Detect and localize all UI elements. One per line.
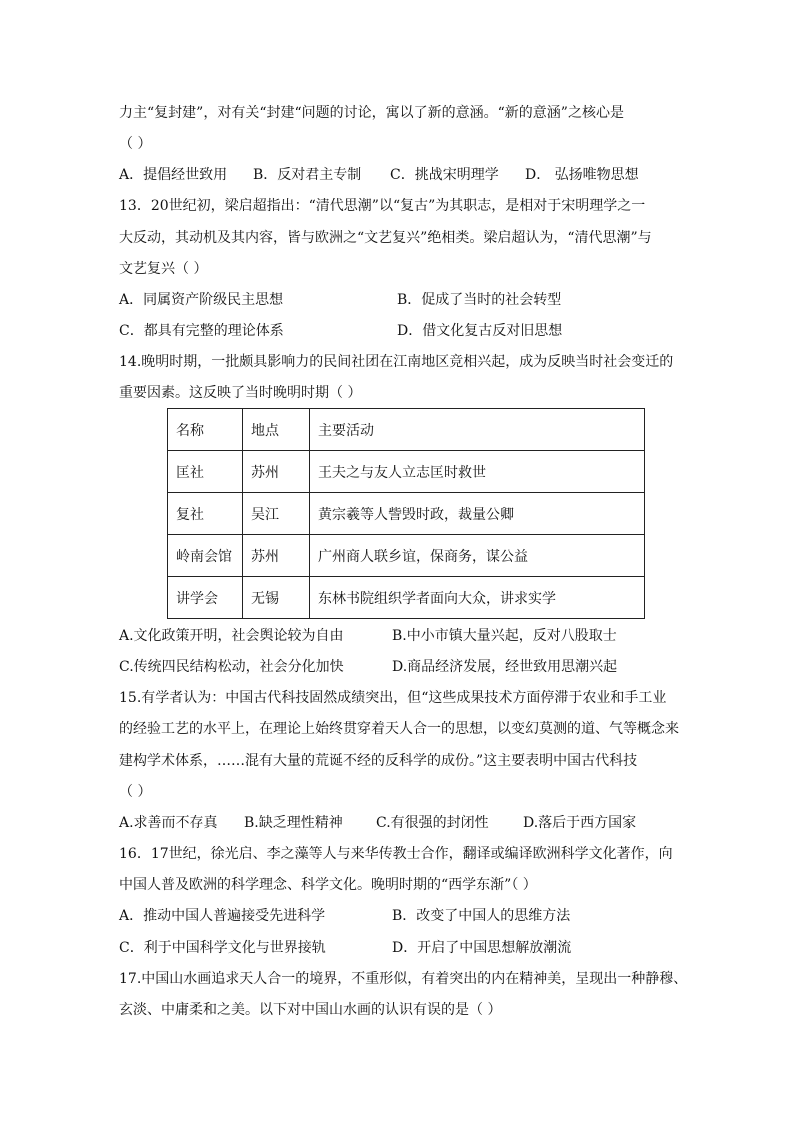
q13-stem-line-2: 大反动，其动机及其内容，皆与欧洲之“文艺复兴”绝相类。梁启超认为，“清代思潮”与 xyxy=(119,230,652,246)
q12-option-d[interactable]: D． 弘扬唯物思想 xyxy=(525,167,639,183)
table-cell: 讲学会 xyxy=(168,577,243,619)
table-cell: 苏州 xyxy=(243,451,310,493)
q15-stem-line-3: 建构学术体系，……混有大量的荒诞不经的反科学的成份。”这主要表明中国古代科技 xyxy=(119,753,638,769)
q16-option-d[interactable]: D．开启了中国思想解放潮流 xyxy=(392,940,572,956)
q14-option-a[interactable]: A.文化政策开明，社会舆论较为自由 xyxy=(119,628,344,644)
q14-options-row-1 xyxy=(119,626,679,646)
q12-options xyxy=(119,165,679,185)
q13-stem-line-1: 13．20世纪初，梁启超指出：“清代思潮”以“复古”为其职志，是相对于宋明理学之一 xyxy=(119,198,646,214)
q12-option-a[interactable]: A．提倡经世致用 xyxy=(119,167,228,183)
q13-option-c[interactable]: C．都具有完整的理论体系 xyxy=(119,323,284,339)
q13-option-a[interactable]: A．同属资产阶级民主思想 xyxy=(119,292,284,308)
table-cell: 东林书院组织学者面向大众，讲求实学 xyxy=(310,577,645,619)
table-row xyxy=(168,493,645,535)
q16-option-a[interactable]: A．推动中国人普遍接受先进科学 xyxy=(119,908,326,924)
q16-option-b[interactable]: B．改变了中国人的思维方法 xyxy=(392,908,571,924)
table-row xyxy=(168,535,645,577)
q14-options-row-2 xyxy=(119,657,679,677)
table-header-cell: 地点 xyxy=(243,409,310,451)
q16-options-row-1 xyxy=(119,906,679,926)
q16-options-row-2 xyxy=(119,938,679,958)
table-header-cell: 名称 xyxy=(168,409,243,451)
table-cell: 黄宗羲等人訾毁时政，裁量公卿 xyxy=(310,493,645,535)
q15-option-b[interactable]: B.缺乏理性精神 xyxy=(244,815,343,831)
q17-stem-line-2: 玄淡、中庸柔和之美。以下对中国山水画的认识有误的是（ ） xyxy=(119,1002,502,1018)
table-cell: 王夫之与友人立志匡时救世 xyxy=(310,451,645,493)
q15-answer-paren: （ ） xyxy=(119,784,152,800)
table-cell: 广州商人联乡谊，保商务，谋公益 xyxy=(310,535,645,577)
q12-option-b[interactable]: B．反对君主专制 xyxy=(253,167,362,183)
q15-option-c[interactable]: C.有很强的封闭性 xyxy=(376,815,489,831)
q12-option-c[interactable]: C．挑战宋明理学 xyxy=(390,167,499,183)
q16-option-c[interactable]: C．利于中国科学文化与世界接轨 xyxy=(119,940,326,956)
q13-stem-line-3: 文艺复兴（ ） xyxy=(119,261,208,277)
q15-stem-line-2: 的经验工艺的水平上，在理论上始终贯穿着天人合一的思想，以变幻莫测的道、气等概念来 xyxy=(119,721,679,737)
q13-options-row-2 xyxy=(119,321,679,341)
q14-option-d[interactable]: D.商品经济发展，经世致用思潮兴起 xyxy=(392,659,618,675)
q14-option-b[interactable]: B.中小市镇大量兴起，反对八股取士 xyxy=(392,628,617,644)
table-cell: 无锡 xyxy=(243,577,310,619)
q16-stem-line-1: 16．17世纪，徐光启、李之藻等人与来华传教士合作，翻译或编译欧洲科学文化著作，向 xyxy=(119,846,673,862)
q12-stem-line-1: 力主“复封建”，对有关“封建“问题的讨论，寓以了新的意涵。“新的意涵”之核心是 xyxy=(119,105,624,121)
table-row xyxy=(168,451,645,493)
q15-option-a[interactable]: A.求善而不存真 xyxy=(119,815,218,831)
q13-option-b[interactable]: B．促成了当时的社会转型 xyxy=(397,292,562,308)
q16-stem-line-2: 中国人普及欧洲的科学理念、科学文化。晚明时期的“西学东渐”（ ） xyxy=(119,877,537,893)
table-cell: 匡社 xyxy=(168,451,243,493)
q13-options-row-1 xyxy=(119,290,679,310)
table-header-cell: 主要活动 xyxy=(310,409,645,451)
q14-option-c[interactable]: C.传统四民结构松动，社会分化加快 xyxy=(119,659,344,675)
table-header-row xyxy=(168,409,645,451)
q17-stem-line-1: 17.中国山水画追求天人合一的境界，不重形似，有着突出的内在精神美，呈现出一种静穆、 xyxy=(119,971,688,987)
q14-societies-table xyxy=(167,408,645,619)
table-cell: 复社 xyxy=(168,493,243,535)
q15-stem-line-1: 15.有学者认为：中国古代科技固然成绩突出，但“这些成果技术方面停滞于农业和手工业 xyxy=(119,690,667,706)
q12-answer-paren: （ ） xyxy=(119,136,152,152)
table-cell: 岭南会馆 xyxy=(168,535,243,577)
table-cell: 苏州 xyxy=(243,535,310,577)
table-row xyxy=(168,577,645,619)
q15-option-d[interactable]: D.落后于西方国家 xyxy=(523,815,637,831)
q14-stem-line-2: 重要因素。这反映了当时晚明时期（ ） xyxy=(119,385,362,401)
table-cell: 吴江 xyxy=(243,493,310,535)
q13-option-d[interactable]: D．借文化复古反对旧思想 xyxy=(397,323,563,339)
q14-stem-line-1: 14.晚明时期，一批颇具影响力的民间社团在江南地区竞相兴起，成为反映当时社会变迁的 xyxy=(119,354,674,370)
q15-options xyxy=(119,813,679,833)
